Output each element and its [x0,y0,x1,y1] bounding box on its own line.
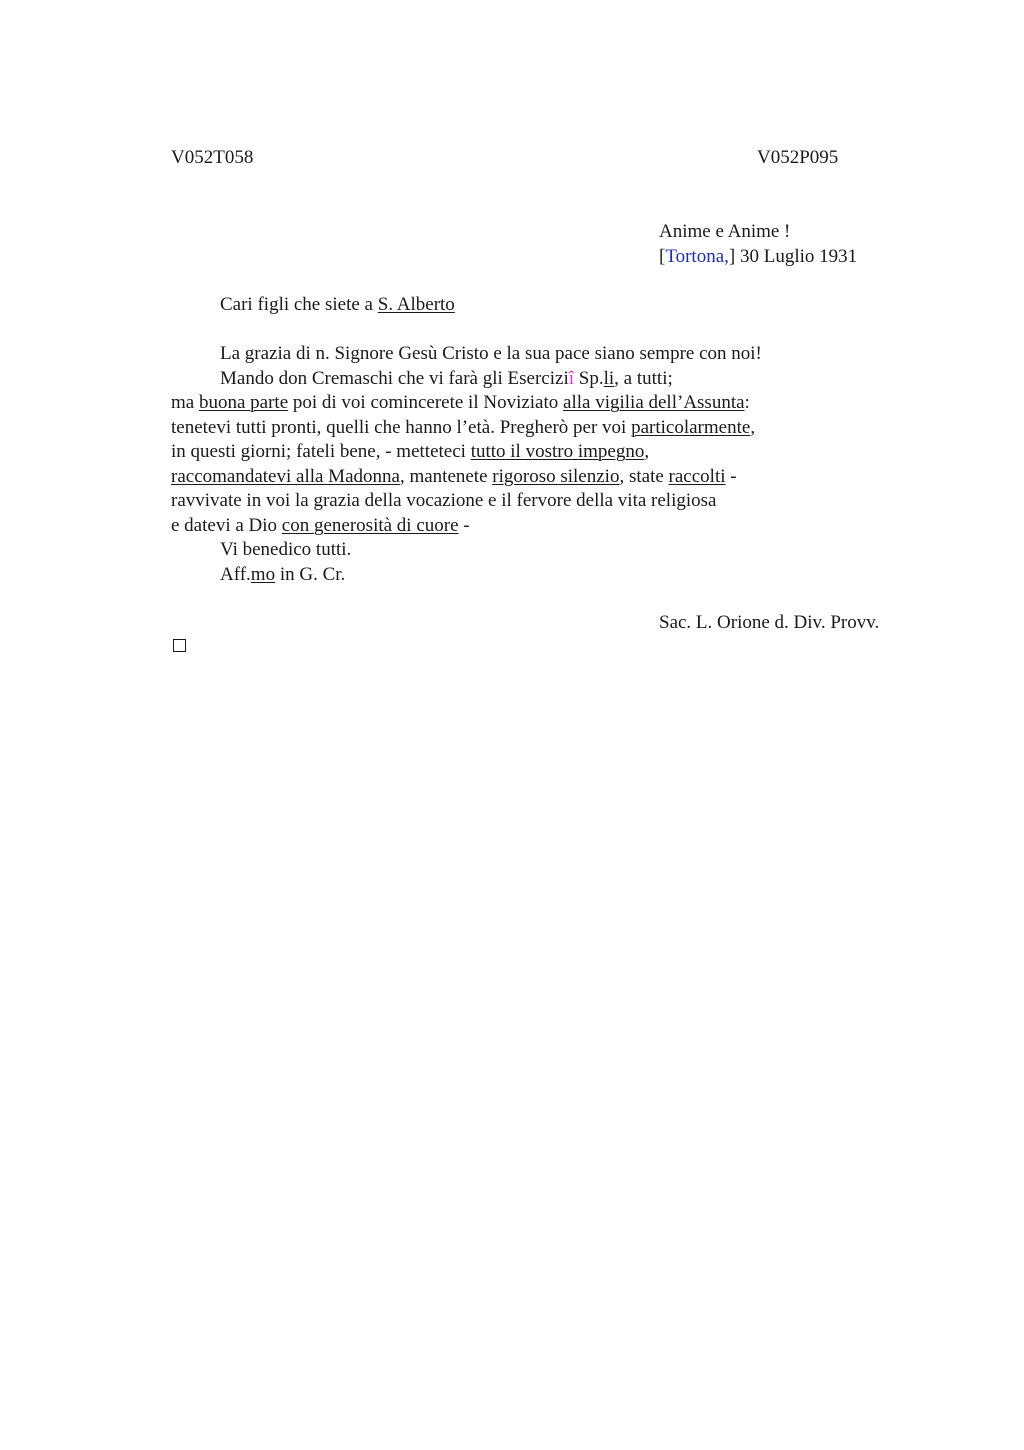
letter-date: 30 Luglio 1931 [735,245,858,267]
underlined-text: particolarmente [631,416,751,438]
text-run: e datevi a Dio [171,514,282,536]
text-run: Sp. [574,367,604,389]
underlined-text: tutto il vostro impegno [470,441,645,462]
body-line-5 [171,440,762,465]
document-code-left: V052T058 [171,147,254,168]
text-run: , [750,416,756,438]
body-line-10 [171,563,762,588]
correction-mark: î [568,367,575,389]
salutation-text: Cari figli che siete a [220,294,378,315]
salutation [220,293,455,318]
text-run: , mantenete [399,465,493,487]
body-line-7: ravvivate in voi la grazia della vocazione e il fervore della vita religiosa [171,490,717,511]
place-bracket-open: [ [659,245,666,267]
signature: Sac. L. Orione d. Div. Provv. [659,612,880,633]
underlined-text: mo [250,563,276,585]
motto: Anime e Anime ! [659,221,791,242]
underlined-text: raccomandatevi alla Madonna [171,465,400,487]
body-line-6 [171,465,762,490]
body-line-9: Vi benedico tutti. [220,539,352,560]
letter-body [171,342,762,587]
body-line-8 [171,514,762,539]
salutation-place: S. Alberto [377,294,455,315]
text-run: tenetevi tutti pronti, quelli che hanno l’età. Pregherò per voi [171,416,632,438]
body-line-2 [171,367,762,392]
text-run: , state [619,465,669,487]
text-run: poi di voi comincerete il Noviziato [288,392,564,413]
text-run: - [458,514,470,536]
text-run: , [644,441,650,462]
place-date [659,245,857,270]
underlined-text: li [603,367,615,389]
text-run: , a tutti; [614,367,673,389]
underlined-text: rigoroso silenzio [492,465,620,487]
place-bracket-close: ] [728,245,736,267]
text-run: Mando don Cremaschi che vi farà gli Esercizi [220,367,569,389]
underlined-text: raccolti [668,465,726,487]
body-line-3 [171,391,762,416]
place-name: Tortona, [665,245,729,267]
body-line-1: La grazia di n. Signore Gesù Cristo e la sua pace siano sempre con noi! [220,343,762,364]
text-run: Aff. [220,563,251,585]
text-run: in questi giorni; fateli bene, - metteteci [171,441,471,462]
body-line-4 [171,416,762,441]
underlined-text: alla vigilia dell’Assunta [563,392,745,413]
document-code-right: V052P095 [757,147,839,168]
end-of-document-box-icon [173,639,186,652]
underlined-text: con generosità di cuore [281,514,459,536]
text-run: in G. Cr. [275,563,346,585]
underlined-text: buona parte [198,392,289,413]
text-run: - [725,465,737,487]
text-run: : [744,392,750,413]
letter-heading [659,220,857,269]
text-run: ma [171,392,199,413]
